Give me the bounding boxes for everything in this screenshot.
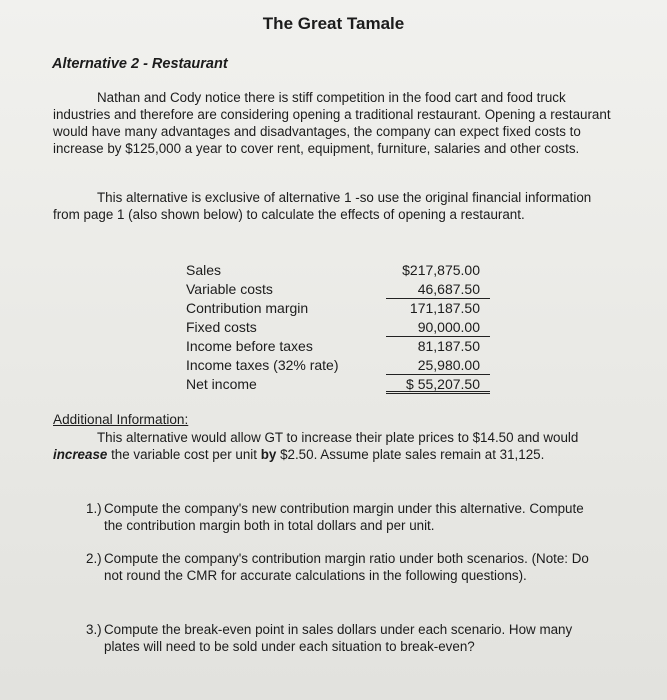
financial-label: Fixed costs [186, 319, 257, 335]
financial-row-net-income [186, 375, 490, 394]
financial-label: Income taxes (32% rate) [186, 357, 339, 373]
question-1 [86, 500, 604, 534]
financial-row-variable-costs [186, 280, 490, 299]
financial-value: 81,187.50 [417, 338, 480, 354]
additional-info-heading: Additional Information: [53, 412, 189, 427]
instruction-paragraph: This alternative is exclusive of alternative 1 -so use the original financial information from page 1 (also shown below) to calculate the effects of opening a restaurant. [53, 190, 592, 222]
intro-paragraph: Nathan and Cody notice there is stiff competition in the food cart and food truck industries and therefore are considering opening a traditional restaurant. Opening a restaurant would have many advantages and disadvantages, the company can expect fixed costs to increase by $125,000 a year to cover rent, equipment, furniture, salaries and other costs. [53, 90, 611, 156]
financial-value: $217,875.00 [402, 262, 480, 278]
document-title: The Great Tamale [262, 14, 405, 33]
additional-text: This alternative would allow GT to increase their plate prices to $14.50 and would [97, 430, 579, 445]
financial-label: Variable costs [186, 281, 273, 297]
financial-statement [186, 261, 490, 394]
financial-row-contribution-margin [186, 299, 490, 318]
section-subtitle: Alternative 2 - Restaurant [52, 56, 228, 72]
additional-emphasis: by [260, 447, 277, 462]
question-number: 3.) [86, 622, 102, 637]
additional-info-paragraph [53, 429, 621, 463]
financial-value: $ 55,207.50 [386, 375, 490, 394]
question-number: 1.) [86, 501, 102, 516]
financial-row-fixed-costs [186, 318, 490, 337]
financial-label: Income before taxes [186, 338, 313, 354]
question-2 [86, 550, 604, 584]
question-3 [86, 621, 604, 655]
financial-value: 46,687.50 [386, 280, 490, 299]
financial-value: 25,980.00 [386, 356, 490, 375]
financial-row-income-taxes [186, 356, 490, 375]
additional-text: the variable cost per unit [107, 447, 261, 462]
financial-row-income-before-taxes [186, 337, 490, 356]
financial-label: Net income [186, 376, 257, 392]
financial-value: 90,000.00 [386, 318, 490, 337]
question-text: Compute the company's contribution margin ratio under both scenarios. (Note: Do not round the CMR for accurate calculations in the following questions). [104, 551, 589, 583]
additional-emphasis: increase [53, 447, 108, 462]
question-number: 2.) [86, 551, 102, 566]
question-text: Compute the break-even point in sales dollars under each scenario. How many plates will need to be sold under each situation to break-even? [104, 622, 573, 654]
additional-text: $2.50. Assume plate sales remain at 31,125. [276, 447, 545, 462]
question-text: Compute the company's new contribution margin under this alternative. Compute the contribution margin both in total dollars and per unit. [104, 501, 584, 533]
financial-row-sales [186, 261, 490, 280]
financial-label: Contribution margin [186, 300, 309, 316]
financial-label: Sales [186, 262, 222, 278]
financial-value: 171,187.50 [409, 300, 480, 316]
